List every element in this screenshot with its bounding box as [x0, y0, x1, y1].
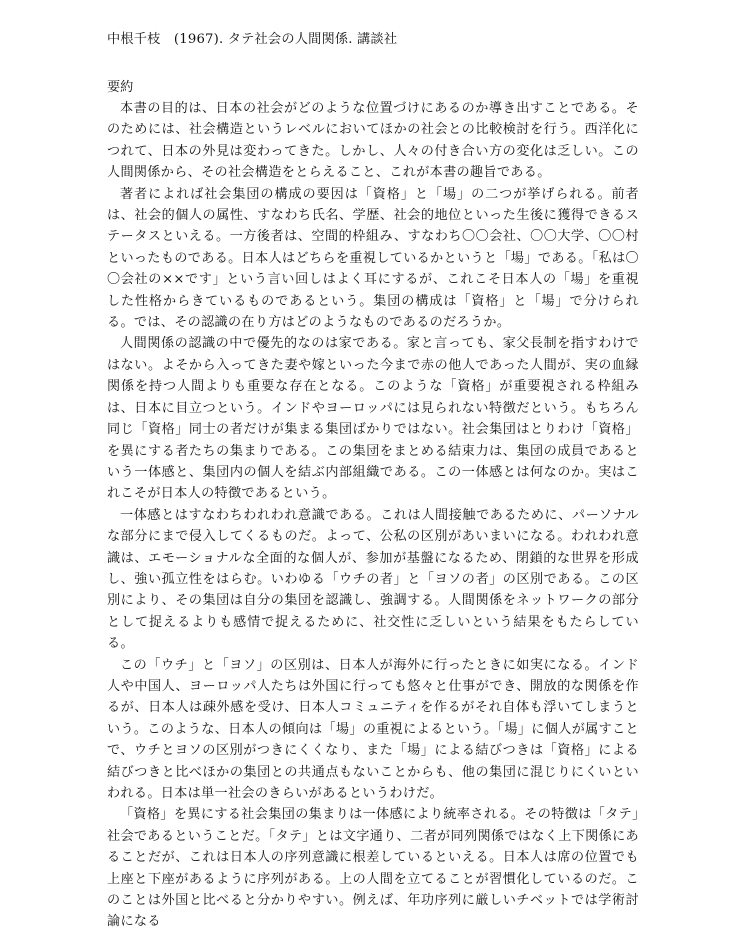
summary-paragraph-5: この「ウチ」と「ヨソ」の区別は、日本人が海外に行ったときに如実になる。インド人や中国人、ヨーロッパ人たちは外国に行っても悠々と仕事ができ、開放的な関係を作るが、日本人は疎外感を受け、日本人コミュニティを作るがそれ自体も浮いてしまうという。このような、日本人の傾向は「場」の重視によるという。「場」に個人が属すことで、ウチとヨソの区別がつきにくくなり、また「場」による結びつきは「資格」による結びつきと比べほかの集団との共通点もないことからも、他の集団に混じりにくいといわれる。日本は単一社会のきらいがあるというわけだ。	[107, 657, 639, 801]
summary-label: 要約	[107, 80, 134, 95]
summary-paragraph-2: 著者によれば社会集団の構成の要因は「資格」と「場」の二つが挙げられる。前者は、社会的個人の属性、すなわち氏名、学歴、社会的地位といった生後に獲得できるステータスといえる。一方後者は、空間的枠組み、すなわち〇〇会社、〇〇大学、〇〇村といったものである。日本人はどちらを重視しているかというと「場」である。「私は〇〇会社の××です」という言い回しはよく耳にするが、これこそ日本人の「場」を重視した性格からきているものであるという。集団の構成は「資格」と「場」で分けられる。では、その認識の在り方はどのようなものであるのだろうか。	[107, 186, 639, 331]
summary-body	[107, 98, 639, 933]
document-page	[107, 30, 639, 933]
citation-heading: 中根千枝 (1967). タテ社会の人間関係. 講談社	[107, 32, 398, 47]
summary-paragraph-6: 「資格」を異にする社会集団の集まりは一体感により統率される。その特徴は「タテ」社会であるということだ。「タテ」とは文字通り、二者が同列関係ではなく上下関係にあることだが、これは日本人の序列意識に根差しているといえる。日本人は席の位置でも上座と下座があるように序列がある。上の人間を立てることが習慣化しているのだ。このことは外国と比べると分かりやすい。例えば、年功序列に厳しいチベットでは学術討論になる	[107, 807, 639, 930]
summary-paragraph-4: 一体感とはすなわちわれわれ意識である。これは人間接触であるために、パーソナルな部分にまで侵入してくるものだ。よって、公私の区別があいまいになる。われわれ意識は、エモーショナルな全面的な個人が、参加が基盤になるため、閉鎖的な世界を形成し、強い孤立性をはらむ。いわゆる「ウチの者」と「ヨソの者」の区別である。この区別により、その集団は自分の集団を認識し、強調する。人間関係をネットワークの部分として捉えるよりも感情で捉えるために、社交性に乏しいという結果をもたらしている。	[107, 507, 639, 652]
summary-paragraph-1: 本書の目的は、日本の社会がどのような位置づけにあるのか導き出すことである。そのためには、社会構造というレベルにおいてほかの社会との比較検討を行う。西洋化につれて、日本の外見は変わってきた。しかし、人々の付き合い方の変化は乏しい。この人間関係から、その社会構造をとらえること、これが本書の趣旨である。	[107, 101, 639, 181]
summary-paragraph-3: 人間関係の認識の中で優先的なのは家である。家と言っても、家父長制を指すわけではない。よそから入ってきた妻や嫁といった今まで赤の他人であった人間が、実の血縁関係を持つ人間よりも重要な存在となる。このような「資格」が重要視される枠組みは、日本に目立つという。インドやヨーロッパには見られない特徴だという。もちろん同じ「資格」同士の者だけが集まる集団ばかりではない。社会集団はとりわけ「資格」を異にする者たちの集まりである。この集団をまとめる結束力は、集団の成員であるという一体感と、集団内の個人を結ぶ内部組織である。この一体感とは何なのか。実はこれこそが日本人の特徴であるという。	[107, 336, 639, 502]
